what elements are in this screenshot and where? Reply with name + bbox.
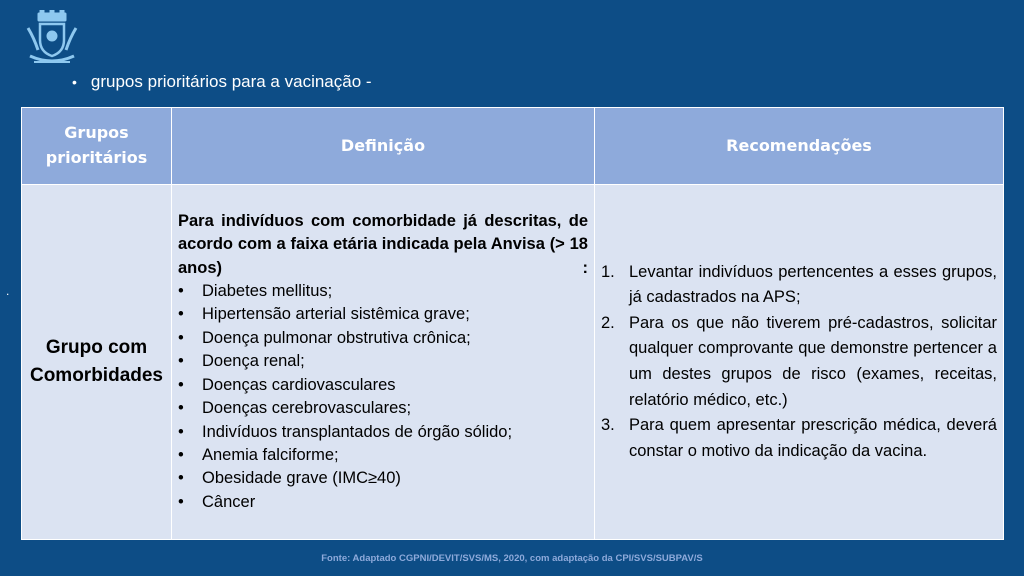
recommendations-cell bbox=[595, 185, 1004, 540]
item-text: Para quem apresentar prescrição médica, deverá constar o motivo da indicação da vacina. bbox=[629, 416, 997, 460]
list-item bbox=[601, 413, 997, 464]
item-text: Para os que não tiverem pré-cadastros, solicitar qualquer comprovante que demonstre pertencer a um destes grupos de risco (exames, receitas, relatório médico, etc.) bbox=[629, 313, 997, 409]
list-item: • Obesidade grave (IMC≥40) bbox=[178, 467, 588, 490]
table-row bbox=[22, 185, 1004, 540]
header-groups: Grupos prioritários bbox=[22, 108, 172, 185]
list-item: • Hipertensão arterial sistêmica grave; bbox=[178, 303, 588, 326]
list-item: • Doenças cerebrovasculares; bbox=[178, 397, 588, 420]
recommendations-list bbox=[601, 260, 997, 465]
source-footnote: Fonte: Adaptado CGPNI/DEVIT/SVS/MS, 2020, com adaptação da CPI/SVS/SUBPAV/S bbox=[321, 553, 703, 564]
header-recommendations: Recomendações bbox=[595, 108, 1004, 185]
list-item: • Doenças cardiovasculares bbox=[178, 374, 588, 397]
item-text: Levantar indivíduos pertencentes a esses grupos, já cadastrados na APS; bbox=[629, 262, 997, 307]
item-number: 1. bbox=[601, 262, 615, 281]
list-item: • Doença renal; bbox=[178, 350, 588, 373]
comorbidity-list bbox=[178, 280, 588, 514]
list-item: • Doença pulmonar obstrutiva crônica; bbox=[178, 327, 588, 350]
definition-intro: Para indivíduos com comorbidade já descritas, de acordo com a faixa etária indicada pela Anvisa (> 18 anos) : bbox=[178, 211, 588, 277]
group-name-cell: Grupo com Comorbidades bbox=[22, 185, 172, 540]
coat-of-arms-icon bbox=[24, 10, 80, 66]
definition-cell bbox=[172, 185, 595, 540]
item-number: 2. bbox=[601, 313, 615, 332]
subtitle-text: grupos prioritários para a vacinação - bbox=[90, 72, 372, 91]
list-item: • Indivíduos transplantados de órgão sólido; bbox=[178, 421, 588, 444]
bullet-icon: • bbox=[72, 74, 77, 90]
header-definition: Definição bbox=[172, 108, 595, 185]
slide-subtitle bbox=[72, 72, 372, 92]
list-item bbox=[601, 260, 997, 311]
priority-groups-table bbox=[21, 107, 1004, 540]
list-item: • Câncer bbox=[178, 491, 588, 514]
list-item: • Diabetes mellitus; bbox=[178, 280, 588, 303]
side-marker: . bbox=[6, 284, 10, 298]
table-header-row bbox=[22, 108, 1004, 185]
list-item: • Anemia falciforme; bbox=[178, 444, 588, 467]
list-item bbox=[601, 311, 997, 413]
item-number: 3. bbox=[601, 416, 615, 435]
